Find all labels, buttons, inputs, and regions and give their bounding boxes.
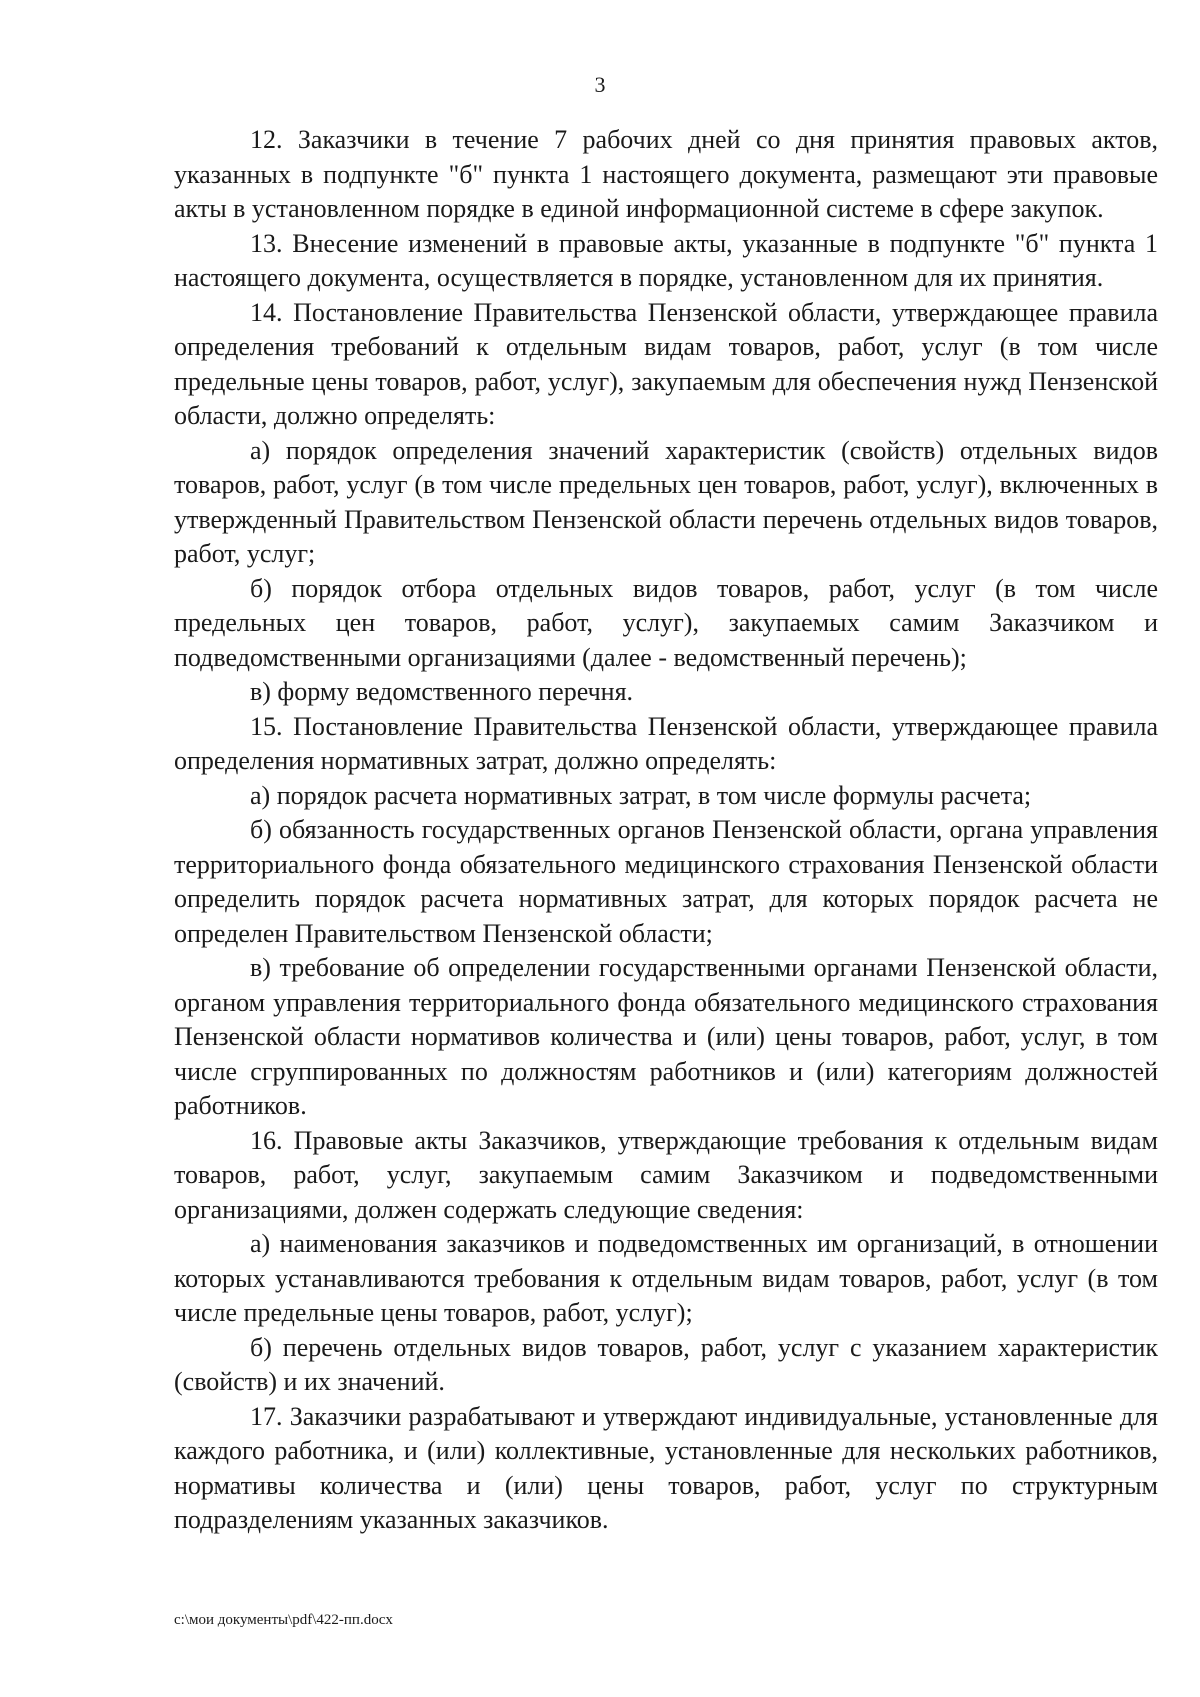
paragraph-16-b: б) перечень отдельных видов товаров, работ, услуг с указанием характеристик (свойств) и их значений. — [174, 1332, 1158, 1396]
paragraph-13: 13. Внесение изменений в правовые акты, указанные в подпункте "б" пункта 1 настоящего документа, осуществляется в порядке, установленном для их принятия. — [174, 228, 1158, 292]
paragraph-14: 14. Постановление Правительства Пензенской области, утверждающее правила определения требований к отдельным видам товаров, работ, услуг (в том числе предельные цены товаров, работ, услуг), закупаемым для обеспечения нужд Пензенской области, должно определять: — [174, 297, 1158, 430]
paragraph-15-b: б) обязанность государственных органов Пензенской области, органа управления территориального фонда обязательного медицинского страхования Пензенской области определить порядок расчета нормативных затрат, для которых порядок расчета не определен Правительством Пензенской области; — [174, 815, 1158, 948]
paragraph-15-v: в) требование об определении государственными органами Пензенской области, органом управления территориального фонда обязательного медицинского страхования Пензенской области нормативов количества и (или) цены товаров, работ, услуг, в том числе сгруппированных по должностям работников и (или) категориям должностей работников. — [174, 953, 1158, 1120]
paragraph-12: 12. Заказчики в течение 7 рабочих дней со дня принятия правовых актов, указанных в подпункте "б" пункта 1 настоящего документа, размещают эти правовые акты в установленном порядке в единой информационной системе в сфере закупок. — [174, 125, 1158, 223]
page-number: 3 — [594, 72, 606, 97]
paragraph-15-a: а) порядок расчета нормативных затрат, в том числе формулы расчета; — [250, 780, 1032, 810]
paragraph-14-a: а) порядок определения значений характеристик (свойств) отдельных видов товаров, работ, услуг (в том числе предельных цен товаров, работ, услуг), включенных в утвержденный Правительством Пензенской области перечень отдельных видов товаров, работ, услуг; — [174, 435, 1158, 568]
paragraph-14-v: в) форму ведомственного перечня. — [250, 677, 634, 706]
paragraph-14-b: б) порядок отбора отдельных видов товаров, работ, услуг (в том числе предельных цен товаров, работ, услуг), закупаемых самим Заказчиком и подведомственными организациями (далее - ведомственный перечень); — [174, 573, 1158, 672]
document-body — [174, 123, 1158, 1538]
paragraph-17: 17. Заказчики разрабатывают и утверждают индивидуальные, установленные для каждого работника, и (или) коллективные, установленные для нескольких работников, нормативы количества и (или) цены товаров, работ, услуг по структурным подразделениям указанных заказчиков. — [174, 1401, 1158, 1534]
paragraph-15: 15. Постановление Правительства Пензенской области, утверждающее правила определения нормативных затрат, должно определять: — [174, 711, 1158, 775]
file-path-footer: c:\мои документы\pdf\422-пп.docx — [174, 1612, 393, 1628]
paragraph-16: 16. Правовые акты Заказчиков, утверждающие требования к отдельным видам товаров, работ, услуг, закупаемым самим Заказчиком и подведомственными организациями, должен содержать следующие сведения: — [174, 1125, 1158, 1224]
paragraph-16-a: а) наименования заказчиков и подведомственных им организаций, в отношении которых устанавливаются требования к отдельным видам товаров, работ, услуг (в том числе предельные цены товаров, работ, услуг); — [174, 1229, 1158, 1327]
